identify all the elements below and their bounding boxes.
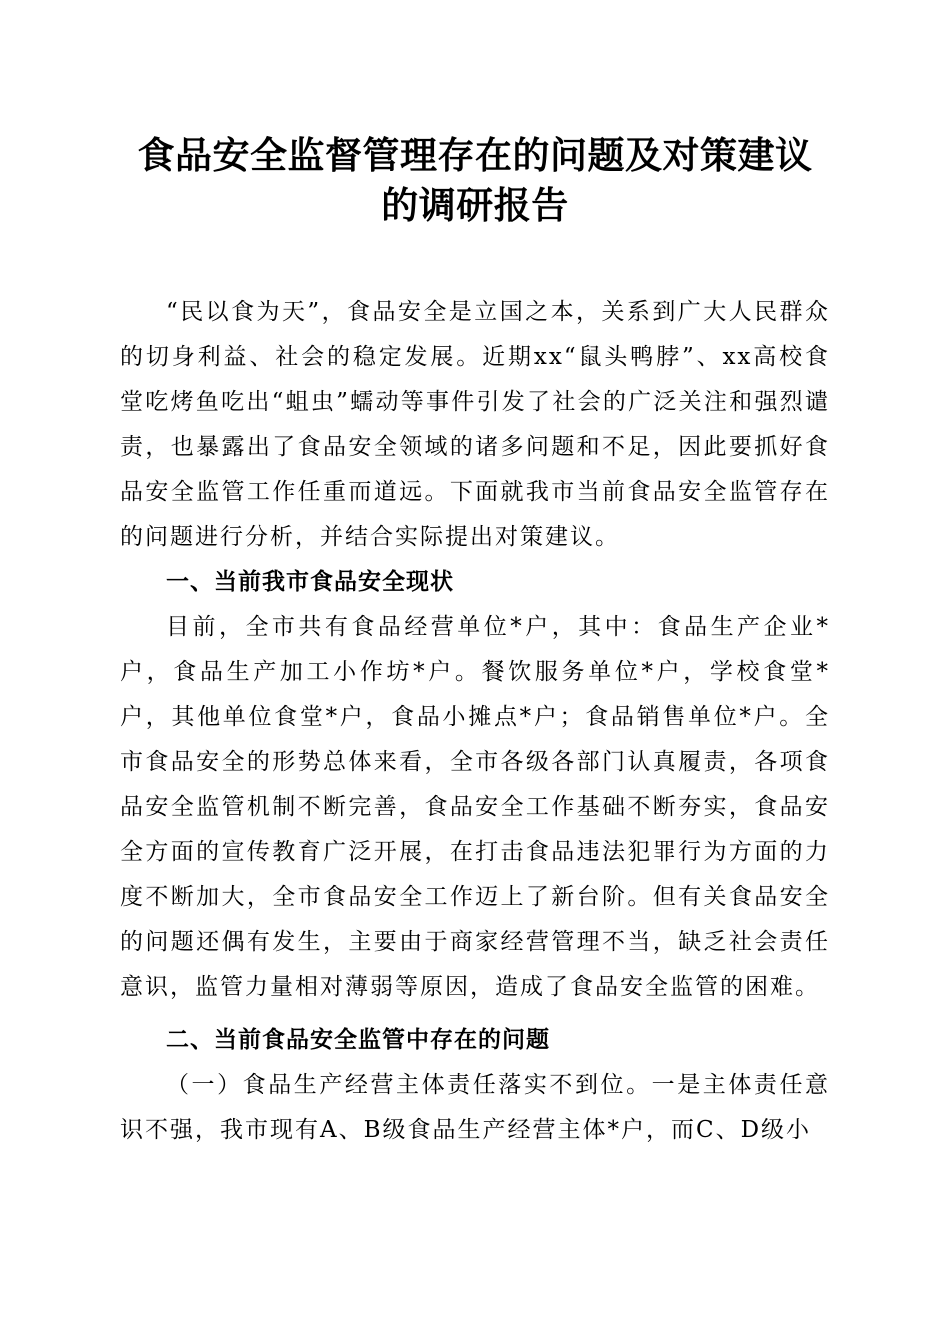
section-1-paragraph: 目前，全市共有食品经营单位*户，其中：食品生产企业*户，食品生产加工小作坊*户。餐饮服务单位*户，学校食堂*户，其他单位食堂*户，食品小摊点*户；食品销售单位*户。全市食品安全的形势总体来看，全市各级各部门认真履责，各项食品安全监管机制不断完善，食品安全工作基础不断夯实，食品安全方面的宣传教育广泛开展，在打击食品违法犯罪行为方面的力度不断加大，全市食品安全工作迈上了新台阶。但有关食品安全的问题还偶有发生，主要由于商家经营管理不当，缺乏社会责任意识，监管力量相对薄弱等原因，造成了食品安全监管的困难。	[120, 614, 830, 1000]
section-1-heading: 一、当前我市食品安全现状	[166, 569, 454, 595]
document-page	[120, 130, 830, 1153]
document-title: 食品安全监督管理存在的问题及对策建议的调研报告	[137, 133, 813, 227]
intro-paragraph: “民以食为天”，食品安全是立国之本，关系到广大人民群众的切身利益、社会的稳定发展。近期xx“鼠头鸭脖”、xx高校食堂吃烤鱼吃出“蛆虫”蠕动等事件引发了社会的广泛关注和强烈谴责，也暴露出了食品安全领域的诸多问题和不足，因此要抓好食品安全监管工作任重而道远。下面就我市当前食品安全监管存在的问题进行分析，并结合实际提出对策建议。	[120, 299, 830, 550]
section-2-paragraph: （一）食品生产经营主体责任落实不到位。一是主体责任意识不强，我市现有A、B级食品生产经营主体*户，而C、D级小	[120, 1072, 830, 1143]
section-2-heading: 二、当前食品安全监管中存在的问题	[166, 1027, 550, 1053]
document-body	[120, 290, 830, 1153]
